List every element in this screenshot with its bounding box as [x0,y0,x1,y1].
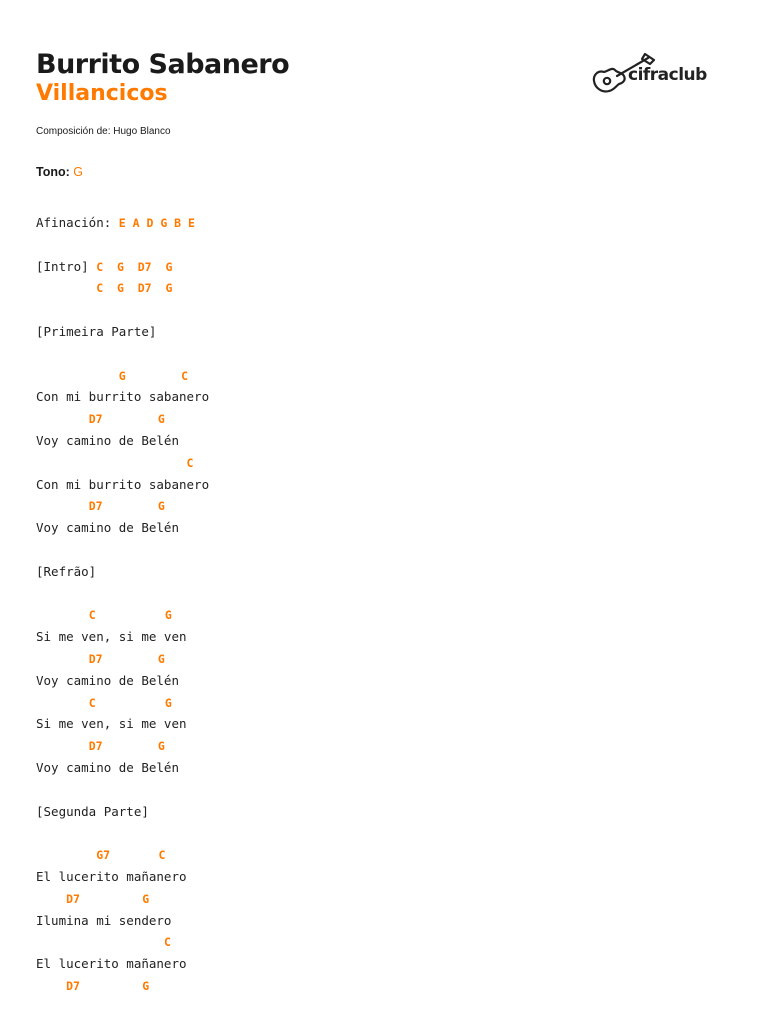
lyric-line [36,953,209,975]
chord-names[interactable]: C [163,935,171,950]
line-text: [Segunda Parte] [36,803,149,819]
line-text: [Intro] [36,258,97,274]
lyric-line [36,910,209,932]
lyric-line [36,517,209,539]
line-text [36,280,96,295]
lyric-line [36,474,209,496]
lyric-line [36,670,209,692]
blank-line [36,822,209,844]
line-text [36,695,89,710]
chord-names[interactable]: D7 G [88,651,165,666]
line-text: Con mi burrito sabanero [36,389,210,405]
chord-names[interactable]: D7 G [88,499,165,514]
lyric-line [36,561,209,583]
song-header [36,48,289,108]
song-title: Burrito Sabanero [36,49,290,80]
chord-line [36,212,209,234]
line-text [36,738,89,753]
lyric-line [36,626,209,648]
chord-line [36,256,209,278]
blank-line [36,539,209,561]
line-text: Ilumina mi sendero [36,912,172,928]
line-text: Si me ven, si me ven [36,716,187,732]
chord-line [36,604,209,626]
line-text [36,891,66,906]
tono-label: Tono: [36,165,70,179]
composer-credit: Composición de: Hugo Blanco [36,126,171,137]
lyric-line [36,386,209,408]
chord-names[interactable]: E A D G B E [118,216,195,230]
line-text [36,607,89,622]
line-text: Voy camino de Belén [36,672,179,688]
chord-names[interactable]: C G D7 G [96,259,173,274]
tono-key[interactable]: G [73,165,83,179]
chord-line [36,692,209,714]
blank-line [36,583,209,605]
blank-line [36,234,209,256]
lyric-line [36,866,209,888]
tono-row [36,165,83,179]
chord-line [36,365,209,387]
line-text: [Primeira Parte] [36,323,157,339]
line-text: [Refrão] [36,563,97,579]
lyric-line [36,321,209,343]
chord-names[interactable]: C G D7 G [96,281,173,296]
chord-line [36,408,209,430]
line-text: Si me ven, si me ven [36,629,187,645]
chord-names[interactable]: D7 G [66,978,150,993]
chord-line [36,931,209,953]
lyric-line [36,757,209,779]
line-text [36,368,119,383]
chord-names[interactable]: C G [88,695,172,710]
logo-wordmark: cifraclub [628,65,707,85]
blank-line [36,299,209,321]
chord-names[interactable]: C [186,455,194,470]
chord-line [36,452,209,474]
line-text: El lucerito mañanero [36,868,187,884]
chord-names[interactable]: D7 G [88,412,165,427]
line-text [36,498,89,513]
line-text: Con mi burrito sabanero [36,476,210,492]
line-text [36,411,89,426]
blank-line [36,779,209,801]
lyric-line [36,801,209,823]
line-text: Voy camino de Belén [36,432,179,448]
blank-line [36,343,209,365]
artist-link[interactable]: Villancicos [36,81,168,106]
line-text: El lucerito mañanero [36,956,187,972]
chord-names[interactable]: D7 G [66,891,150,906]
chord-names[interactable]: G C [118,368,189,383]
chord-line [36,975,209,997]
line-text [36,847,96,862]
chord-line [36,648,209,670]
lyric-line [36,430,209,452]
chord-line [36,844,209,866]
line-text: Voy camino de Belén [36,759,179,775]
line-text [36,455,187,470]
chord-line [36,735,209,757]
chord-line [36,277,209,299]
line-text: Voy camino de Belén [36,520,179,536]
chord-names[interactable]: C G [88,608,172,623]
cifraclub-logo[interactable] [590,50,707,98]
chord-names[interactable]: G7 C [96,848,166,863]
line-text: Afinación: [36,215,119,230]
lyric-line [36,713,209,735]
chord-sheet [36,212,209,997]
line-text [36,934,164,949]
chord-line [36,888,209,910]
line-text [36,978,66,993]
chord-names[interactable]: D7 G [88,739,165,754]
chord-line [36,495,209,517]
line-text [36,651,89,666]
